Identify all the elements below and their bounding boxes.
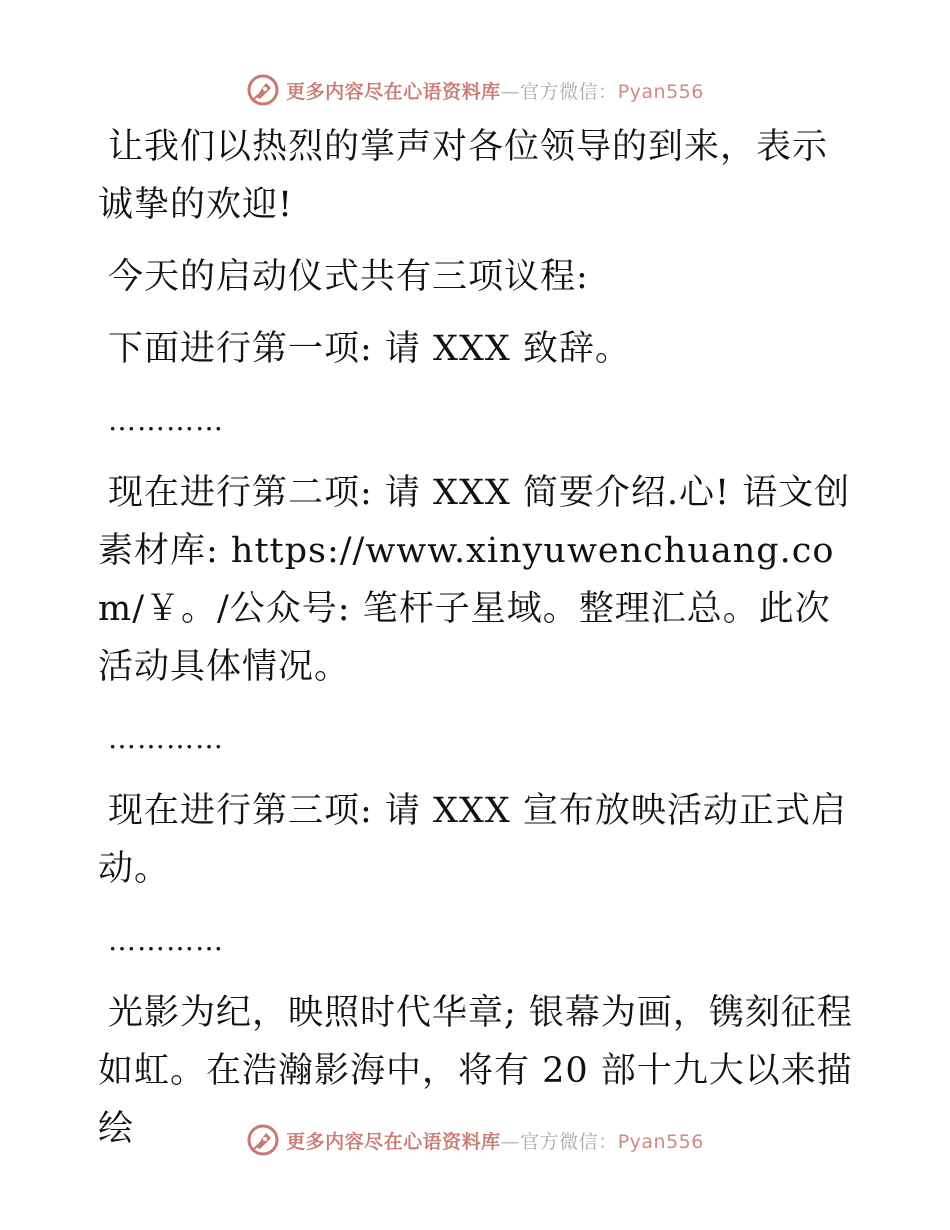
ellipsis-3: ………… xyxy=(108,924,224,957)
watermark-dash: — xyxy=(500,1130,521,1153)
paragraph-item-three: 现在进行第三项: 请 XXX 宣布放映活动正式启动。 xyxy=(98,791,847,889)
paragraph-item-two: 现在进行第二项: 请 XXX 简要介绍.心! 语文创素材库: https://www.xinyuwenchuang.com/￥。/公众号: 笔杆子星域。整理汇总。此次活动具体情况。 xyxy=(98,473,851,687)
watermark-wechat-label: 官方微信： xyxy=(520,80,618,103)
paragraph-closing: 光影为纪，映照时代华章; 银幕为画，镌刻征程如虹。在浩瀚影海中，将有 20 部十九大以来描绘 xyxy=(98,993,853,1149)
watermark-text xyxy=(286,77,704,104)
ellipsis-1: ………… xyxy=(108,404,224,437)
watermark-wechat-label: 官方微信： xyxy=(520,1130,618,1153)
watermark-main: 更多内容尽在心语资料库 xyxy=(286,80,501,103)
paragraph-agenda: 今天的启动仪式共有三项议程: xyxy=(108,257,589,297)
watermark-wechat-id: Pyan556 xyxy=(617,80,704,103)
document-body xyxy=(98,118,858,1172)
ellipsis-2: ………… xyxy=(108,722,224,755)
paragraph-item-one: 下面进行第一项: 请 XXX 致辞。 xyxy=(108,329,631,369)
watermark-text xyxy=(286,1127,704,1154)
header-watermark xyxy=(0,70,950,110)
watermark-dash: — xyxy=(500,80,521,103)
paragraph-welcome: 让我们以热烈的掌声对各位领导的到来，表示诚挚的欢迎! xyxy=(98,127,829,225)
footer-watermark xyxy=(0,1120,950,1160)
watermark-wechat-id: Pyan556 xyxy=(617,1130,704,1153)
watermark-main: 更多内容尽在心语资料库 xyxy=(286,1130,501,1153)
pen-nib-icon xyxy=(246,73,280,107)
pen-nib-icon xyxy=(246,1123,280,1157)
